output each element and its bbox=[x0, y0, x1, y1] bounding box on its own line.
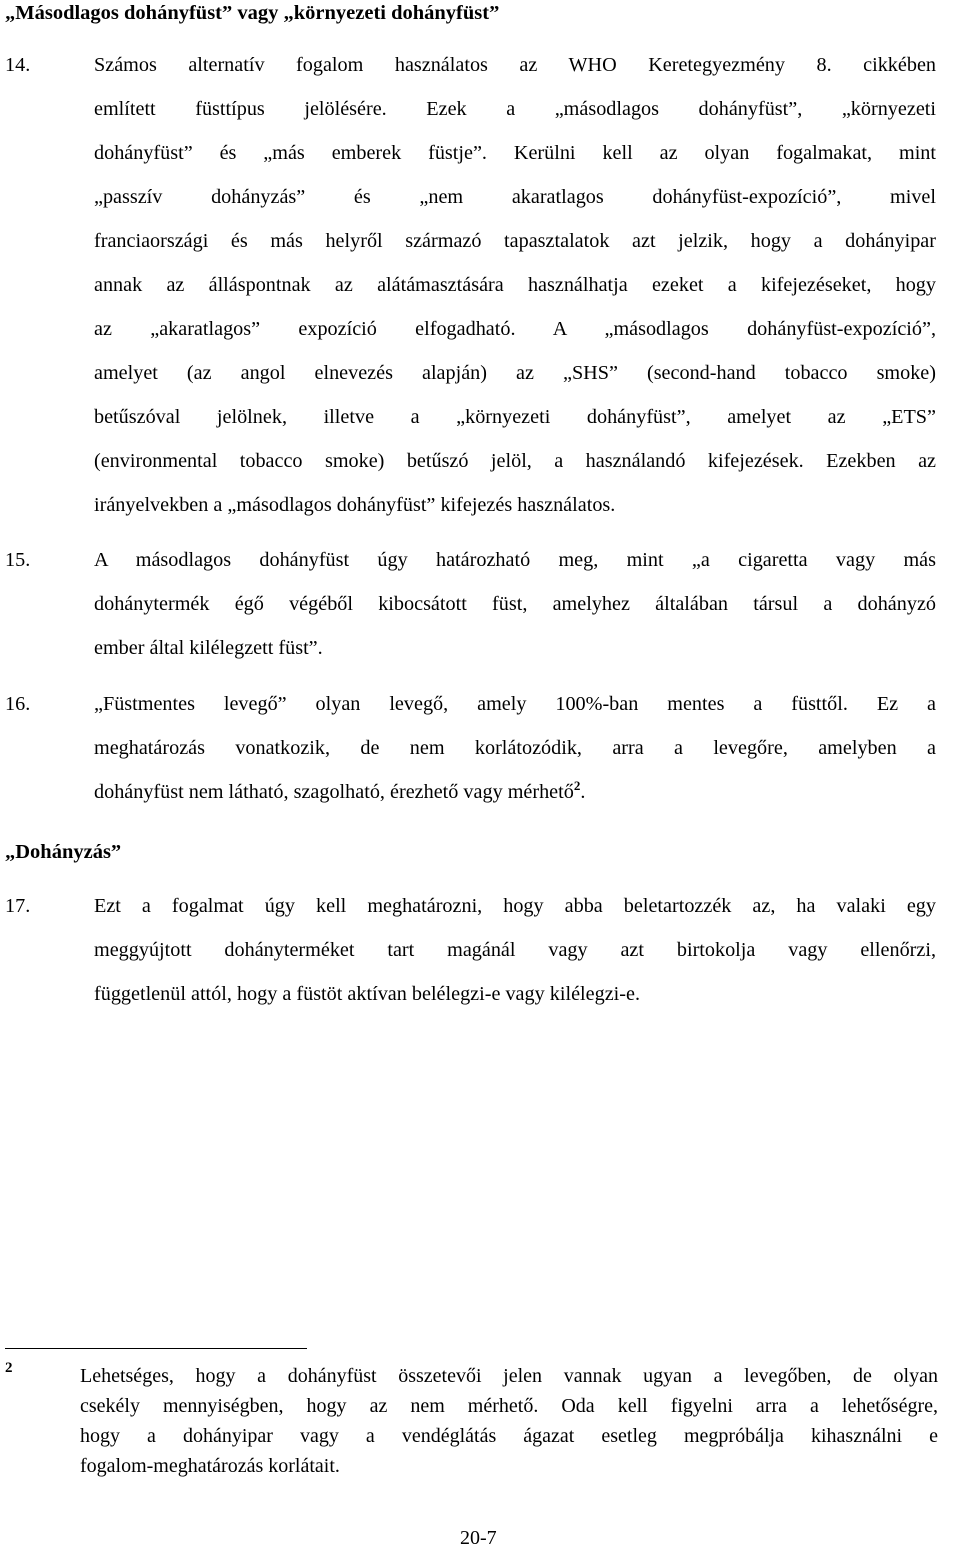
paragraph-number: 15. bbox=[5, 549, 31, 571]
paragraph-number: 17. bbox=[5, 895, 31, 917]
paragraph-line: A másodlagos dohányfüst úgy határozható meg, mint „a cigaretta vagy más bbox=[94, 549, 936, 571]
paragraph-line: dohánytermék égő végéből kibocsátott füst, amelyhez általában társul a dohányzó bbox=[94, 593, 936, 615]
section-heading-secondhand-smoke: „Másodlagos dohányfüst” vagy „környezeti dohányfüst” bbox=[5, 2, 500, 24]
section-heading-smoking: „Dohányzás” bbox=[5, 841, 122, 863]
footnote-separator bbox=[5, 1348, 307, 1349]
footnote-line: fogalom-meghatározás korlátait. bbox=[80, 1455, 340, 1477]
paragraph-line: amelyet (az angol elnevezés alapján) az „SHS” (second-hand tobacco smoke) bbox=[94, 362, 936, 384]
paragraph-line: dohányfüst” és „más emberek füstje”. Kerülni kell az olyan fogalmakat, mint bbox=[94, 142, 936, 164]
page-number: 20-7 bbox=[460, 1527, 497, 1549]
paragraph-line: „passzív dohányzás” és „nem akaratlagos dohányfüst-expozíció”, mivel bbox=[94, 186, 936, 208]
paragraph-line-last bbox=[94, 778, 586, 804]
paragraph-line-text: dohányfüst nem látható, szagolható, érezhető vagy mérhető bbox=[94, 781, 574, 803]
footnote-line: Lehetséges, hogy a dohányfüst összetevői jelen vannak ugyan a levegőben, de olyan bbox=[80, 1365, 938, 1387]
footnote-line: hogy a dohányipar vagy a vendéglátás ágazat esetleg megpróbálja kihasználni e bbox=[80, 1425, 938, 1447]
paragraph-line: említett füsttípus jelölésére. Ezek a „másodlagos dohányfüst”, „környezeti bbox=[94, 98, 936, 120]
paragraph-number: 16. bbox=[5, 693, 31, 715]
paragraph-line: meghatározás vonatkozik, de nem korlátozódik, arra a levegőre, amelyben a bbox=[94, 737, 936, 759]
paragraph-number: 14. bbox=[5, 54, 31, 76]
paragraph-line: ember által kilélegzett füst”. bbox=[94, 637, 323, 659]
paragraph-line: annak az álláspontnak az alátámasztására használhatja ezeket a kifejezéseket, hogy bbox=[94, 274, 936, 296]
paragraph-line: irányelvekben a „másodlagos dohányfüst” kifejezés használatos. bbox=[94, 494, 616, 516]
paragraph-line: az „akaratlagos” expozíció elfogadható. A „másodlagos dohányfüst-expozíció”, bbox=[94, 318, 936, 340]
footnote-reference[interactable]: 2 bbox=[573, 778, 581, 793]
paragraph-line-tail: . bbox=[580, 781, 586, 803]
paragraph-line: Számos alternatív fogalom használatos az WHO Keretegyezmény 8. cikkében bbox=[94, 54, 936, 76]
footnote-mark: 2 bbox=[5, 1360, 13, 1376]
paragraph-line: (environmental tobacco smoke) betűszó jelöl, a használandó kifejezések. Ezekben az bbox=[94, 450, 936, 472]
paragraph-line: betűszóval jelölnek, illetve a „környezeti dohányfüst”, amelyet az „ETS” bbox=[94, 406, 936, 428]
paragraph-line: meggyújtott dohányterméket tart magánál vagy azt birtokolja vagy ellenőrzi, bbox=[94, 939, 936, 961]
paragraph-line: Ezt a fogalmat úgy kell meghatározni, hogy abba beletartozzék az, ha valaki egy bbox=[94, 895, 936, 917]
paragraph-line: „Füstmentes levegő” olyan levegő, amely 100%-ban mentes a füsttől. Ez a bbox=[94, 693, 936, 715]
paragraph-line: franciaországi és más helyről származó tapasztalatok azt jelzik, hogy a dohányipar bbox=[94, 230, 936, 252]
paragraph-line: függetlenül attól, hogy a füstöt aktívan belélegzi-e vagy kilélegzi-e. bbox=[94, 983, 640, 1005]
footnote-line: csekély mennyiségben, hogy az nem mérhető. Oda kell figyelni arra a lehetőségre, bbox=[80, 1395, 938, 1417]
